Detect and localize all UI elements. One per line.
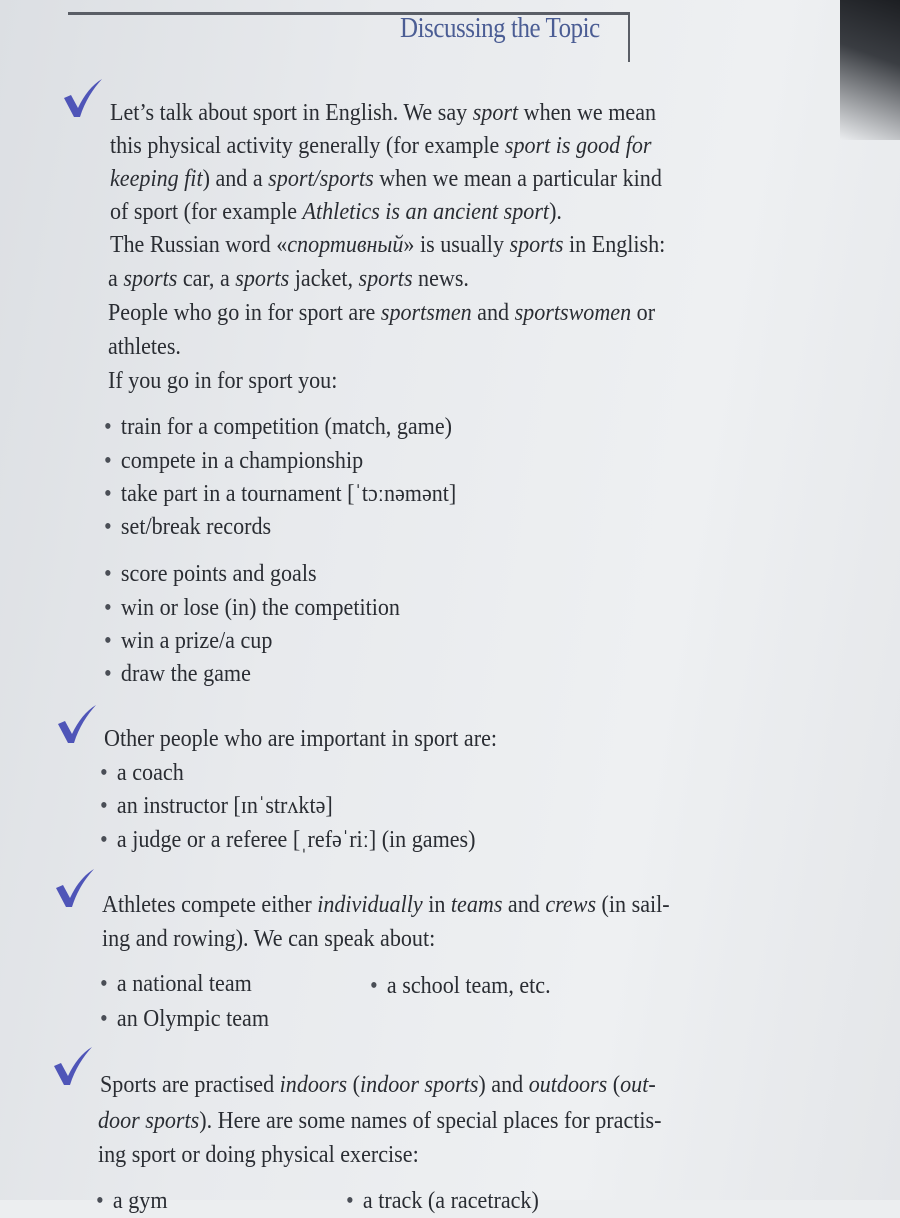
list-item: • a national team bbox=[100, 967, 252, 1001]
section4-line2: door sports). Here are some names of special places for practis- bbox=[98, 1108, 662, 1134]
list-item: • win a prize/a cup bbox=[104, 624, 272, 658]
section2-intro: Other people who are important in sport are: bbox=[104, 726, 498, 752]
list-item: • draw the game bbox=[104, 657, 251, 691]
list-item: • a judge or a referee [ˌrefəˈriː] (in games) bbox=[100, 823, 476, 857]
list-item: • a coach bbox=[100, 756, 184, 790]
section3-line2: ing and rowing). We can speak about: bbox=[102, 926, 436, 952]
section4-line3: ing sport or doing physical exercise: bbox=[98, 1142, 419, 1168]
section1-line4: of sport (for example Athletics is an ancient sport). bbox=[110, 199, 562, 225]
list-item: • a gym bbox=[96, 1184, 168, 1218]
section1-line9: If you go in for sport you: bbox=[108, 368, 338, 394]
checkmark-icon bbox=[52, 1046, 94, 1086]
section1-line8: athletes. bbox=[108, 334, 181, 360]
checkmark-icon bbox=[56, 704, 98, 744]
list-item: • an instructor [ɪnˈstrʌktə] bbox=[100, 789, 333, 823]
list-item: • a school team, etc. bbox=[370, 969, 551, 1003]
section1-line5: The Russian word «спортивный» is usually sports in English: bbox=[110, 232, 666, 258]
list-item: • compete in a championship bbox=[104, 444, 363, 478]
section4-line1: Sports are practised indoors (indoor sports) and outdoors (out- bbox=[100, 1072, 656, 1098]
list-item: • set/break records bbox=[104, 510, 271, 544]
section1-line1: Let’s talk about sport in English. We say sport when we mean bbox=[110, 100, 657, 126]
list-item: • take part in a tournament [ˈtɔːnəmənt] bbox=[104, 477, 456, 511]
page-title: Discussing the Topic bbox=[400, 12, 600, 44]
list-item: • train for a competition (match, game) bbox=[104, 410, 452, 444]
page-shadow-corner bbox=[840, 0, 900, 140]
list-item: • a track (a racetrack) bbox=[346, 1184, 539, 1218]
list-item: • an Olympic team bbox=[100, 1002, 269, 1036]
list-item: • win or lose (in) the competition bbox=[104, 591, 400, 625]
section1-line7: People who go in for sport are sportsmen and sportswomen or bbox=[108, 300, 656, 326]
checkmark-icon bbox=[54, 868, 96, 908]
section3-line1: Athletes compete either individually in teams and crews (in sail- bbox=[102, 892, 670, 918]
section1-line2: this physical activity generally (for example sport is good for bbox=[110, 133, 652, 159]
list-item: • score points and goals bbox=[104, 557, 317, 591]
section1-line6: a sports car, a sports jacket, sports news. bbox=[108, 266, 469, 292]
checkmark-icon bbox=[62, 78, 104, 118]
section1-line3: keeping fit) and a sport/sports when we mean a particular kind bbox=[110, 166, 662, 192]
